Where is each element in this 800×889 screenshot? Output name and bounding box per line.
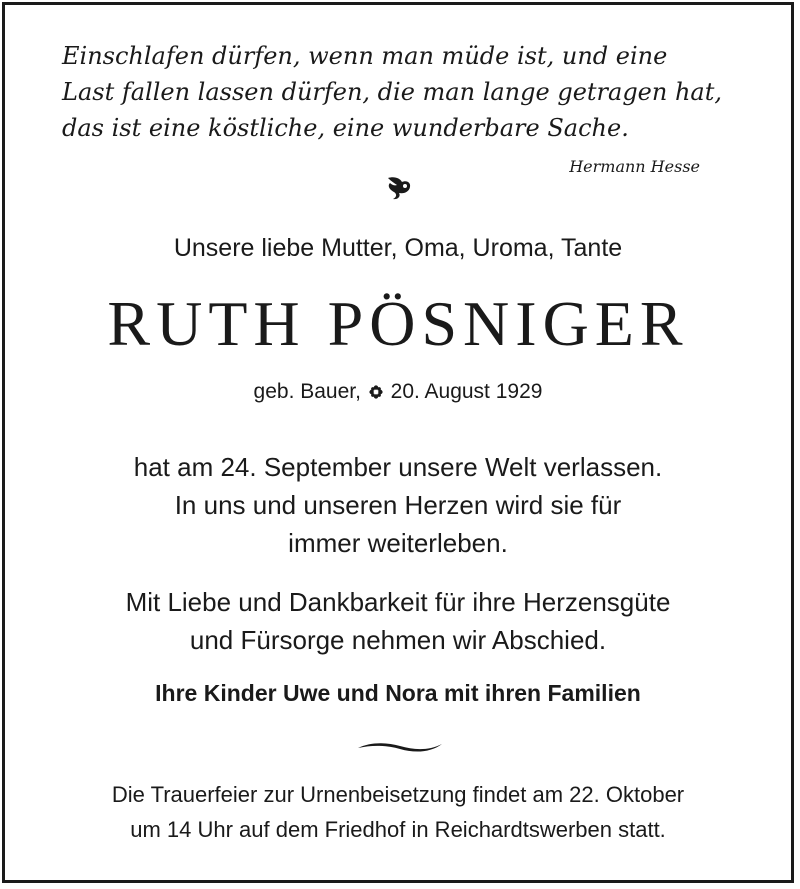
quote xyxy=(62,38,742,146)
deceased-name: RUTH PÖSNIGER xyxy=(107,288,689,359)
message-line: immer weiterleben. xyxy=(288,528,508,558)
quote-line: Last fallen lassen dürfen, die man lange getragen hat, xyxy=(62,78,723,106)
service-line: Die Trauerfeier zur Urnenbeisetzung findet am 22. Oktober xyxy=(111,782,685,807)
birth-flower-icon xyxy=(369,385,383,399)
signers: Ihre Kinder Uwe und Nora mit ihren Familien xyxy=(155,680,641,706)
swash-divider-icon xyxy=(356,738,444,756)
birth-date: 20. August 1929 xyxy=(390,380,543,403)
birth-line xyxy=(0,380,796,404)
quote-line: das ist eine köstliche, eine wunderbare Sache. xyxy=(62,114,629,142)
leaf-ornament-icon xyxy=(384,174,414,202)
quote-author: Hermann Hesse xyxy=(569,157,700,176)
farewell-line: und Fürsorge nehmen wir Abschied. xyxy=(189,625,607,655)
message-line: In uns und unseren Herzen wird sie für xyxy=(174,490,622,520)
farewell-line: Mit Liebe und Dankbarkeit für ihre Herzensgüte xyxy=(125,587,671,617)
maiden-name: geb. Bauer, xyxy=(253,380,361,403)
service-info xyxy=(0,777,796,847)
quote-line: Einschlafen dürfen, wenn man müde ist, und eine xyxy=(62,42,668,70)
message xyxy=(0,448,796,562)
service-line: um 14 Uhr auf dem Friedhof in Reichardtswerben statt. xyxy=(130,817,666,842)
farewell xyxy=(0,583,796,659)
message-line: hat am 24. September unsere Welt verlassen. xyxy=(133,452,663,482)
intro-line: Unsere liebe Mutter, Oma, Uroma, Tante xyxy=(173,234,623,262)
